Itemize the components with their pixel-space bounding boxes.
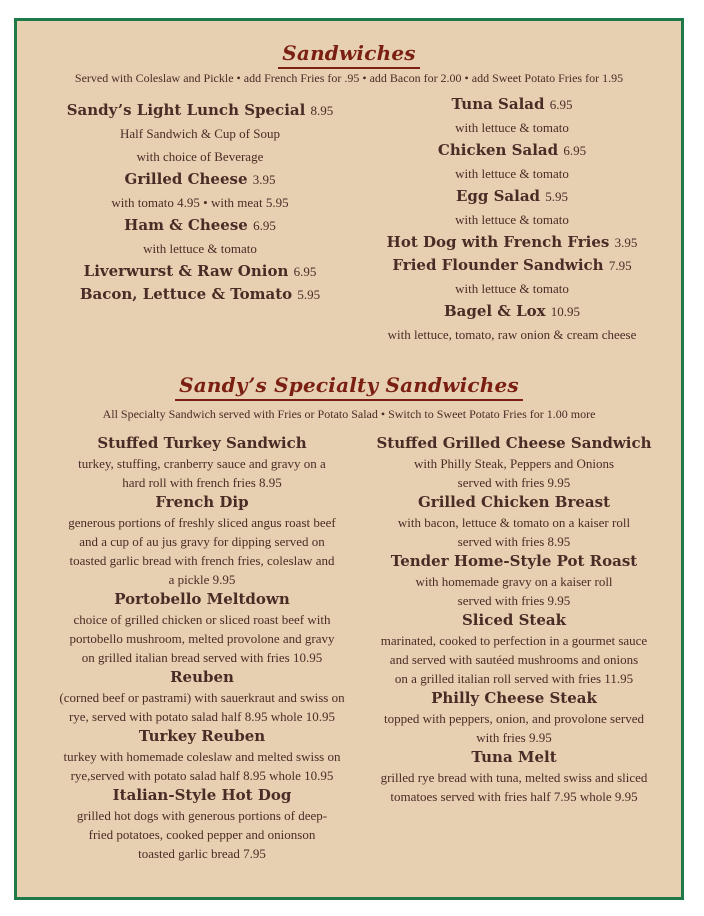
section-subtitle-sandwiches: Served with Coleslaw and Pickle • add French Fries for .95 • add Bacon for 2.00 • add Sweet Potato Fries for 1.95 <box>74 71 624 85</box>
item-description: toasted garlic bread with french fries, coleslaw and <box>69 553 335 568</box>
item-price: 5.95 <box>545 189 569 204</box>
item-description: rye,served with potato salad half 8.95 whole 10.95 <box>70 768 334 783</box>
item-description: grilled hot dogs with generous portions of deep- <box>76 808 328 823</box>
section-subtitle-specialty: All Specialty Sandwich served with Fries or Potato Salad • Switch to Sweet Potato Fries for 1.00 more <box>102 407 596 421</box>
item-price: 6.95 <box>549 97 573 112</box>
item-description: with choice of Beverage <box>136 149 264 164</box>
item-description: portobello mushroom, melted provolone and gravy <box>69 631 335 646</box>
item-description: with lettuce & tomato <box>143 241 257 256</box>
menu-item-name <box>37 667 367 688</box>
menu-item-name <box>35 214 365 237</box>
item-price: 3.95 <box>252 172 276 187</box>
item-title: Italian-Style Hot Dog <box>112 786 292 804</box>
item-title: Liverwurst & Raw Onion <box>83 262 289 280</box>
item-title: Bacon, Lettuce & Tomato <box>79 285 293 303</box>
item-description: with lettuce & tomato <box>455 166 569 181</box>
menu-item-name <box>352 300 672 323</box>
specialty-right-column <box>353 433 675 806</box>
item-price: 7.95 <box>608 258 632 273</box>
item-description: generous portions of freshly sliced angus roast beef <box>68 515 336 530</box>
specialty-left-column <box>37 433 367 863</box>
menu-item-name <box>37 785 367 806</box>
menu-item-name <box>353 688 675 709</box>
item-description: with lettuce & tomato <box>455 281 569 296</box>
item-description: a pickle 9.95 <box>168 572 236 587</box>
item-title: Grilled Cheese <box>124 170 248 188</box>
item-description: on grilled italian bread served with fries 10.95 <box>81 650 323 665</box>
item-title: Egg Salad <box>455 187 541 205</box>
sandwiches-left-column <box>35 99 365 306</box>
item-description: with tomato 4.95 • with meat 5.95 <box>111 195 289 210</box>
item-title: Grilled Chicken Breast <box>417 493 611 511</box>
item-description: toasted garlic bread 7.95 <box>138 846 266 861</box>
item-title: Sandy’s Light Lunch Special <box>66 101 306 119</box>
item-description: with lettuce & tomato <box>455 212 569 227</box>
menu-item-name <box>352 93 672 116</box>
menu-item-name <box>37 492 367 513</box>
item-title: Stuffed Grilled Cheese Sandwich <box>376 434 652 452</box>
item-price: 6.95 <box>293 264 317 279</box>
item-price: 5.95 <box>297 287 321 302</box>
menu-item-name <box>353 551 675 572</box>
item-price: 8.95 <box>310 103 334 118</box>
item-description: with homemade gravy on a kaiser roll <box>415 574 613 589</box>
item-title: Ham & Cheese <box>124 216 248 234</box>
menu-item-name <box>352 185 672 208</box>
item-description: served with fries 9.95 <box>457 593 571 608</box>
item-description: tomatoes served with fries half 7.95 whole 9.95 <box>390 789 638 804</box>
menu-item-name <box>35 260 365 283</box>
menu-item-name <box>353 433 675 454</box>
menu-item-name <box>37 433 367 454</box>
item-price: 10.95 <box>550 304 581 319</box>
menu-item-name <box>37 726 367 747</box>
item-description: with lettuce, tomato, raw onion & cream cheese <box>387 327 637 342</box>
section-title-specialty: Sandy’s Specialty Sandwiches <box>17 373 681 397</box>
item-price: 6.95 <box>253 218 276 233</box>
item-description: on a grilled italian roll served with fries 11.95 <box>394 671 634 686</box>
item-title: Tuna Salad <box>451 95 545 113</box>
item-description: and a cup of au jus gravy for dipping served on <box>79 534 325 549</box>
item-description: with Philly Steak, Peppers and Onions <box>413 456 615 471</box>
item-title: Hot Dog with French Fries <box>386 233 610 251</box>
item-title: Portobello Meltdown <box>114 590 290 608</box>
item-title: Fried Flounder Sandwich <box>392 256 604 274</box>
item-description: served with fries 8.95 <box>457 534 571 549</box>
sandwiches-right-column <box>352 93 672 346</box>
item-description: with bacon, lettuce & tomato on a kaiser roll <box>397 515 631 530</box>
menu-item-name <box>37 589 367 610</box>
item-description: topped with peppers, onion, and provolone served <box>384 711 644 726</box>
item-title: French Dip <box>155 493 249 511</box>
menu-item-name <box>352 139 672 162</box>
menu-item-name <box>35 168 365 191</box>
item-price: 6.95 <box>563 143 587 158</box>
item-description: and served with sautéed mushrooms and onions <box>389 652 639 667</box>
menu-item-name <box>353 747 675 768</box>
item-title: Tuna Melt <box>471 748 557 766</box>
section-title-sandwiches: Sandwiches <box>17 41 681 65</box>
item-description: choice of grilled chicken or sliced roast beef with <box>73 612 331 627</box>
item-title: Reuben <box>170 668 234 686</box>
item-description: rye, served with potato salad half 8.95 whole 10.95 <box>68 709 336 724</box>
item-description: grilled rye bread with tuna, melted swiss and sliced <box>380 770 648 785</box>
menu-frame <box>14 18 684 900</box>
item-description: with fries 9.95 <box>476 730 552 745</box>
item-title: Chicken Salad <box>437 141 559 159</box>
menu-item-name <box>353 610 675 631</box>
menu-item-name <box>35 283 365 306</box>
item-description: fried potatoes, cooked pepper and onionson <box>88 827 316 842</box>
item-title: Bagel & Lox <box>443 302 546 320</box>
item-title: Stuffed Turkey Sandwich <box>97 434 307 452</box>
item-description: turkey with homemade coleslaw and melted swiss on <box>63 749 341 764</box>
item-description: Half Sandwich & Cup of Soup <box>120 126 280 141</box>
item-description: marinated, cooked to perfection in a gourmet sauce <box>380 633 648 648</box>
item-title: Sliced Steak <box>461 611 567 629</box>
item-title: Turkey Reuben <box>138 727 266 745</box>
item-description: hard roll with french fries 8.95 <box>122 475 282 490</box>
menu-item-name <box>352 231 672 254</box>
menu-item-name <box>353 492 675 513</box>
item-title: Tender Home-Style Pot Roast <box>390 552 638 570</box>
item-description: served with fries 9.95 <box>457 475 571 490</box>
item-price: 3.95 <box>614 235 638 250</box>
item-title: Philly Cheese Steak <box>431 689 597 707</box>
menu-item-name <box>352 254 672 277</box>
item-description: with lettuce & tomato <box>455 120 569 135</box>
item-description: (corned beef or pastrami) with sauerkraut and swiss on <box>59 690 345 705</box>
item-description: turkey, stuffing, cranberry sauce and gravy on a <box>78 456 326 471</box>
menu-item-name <box>35 99 365 122</box>
